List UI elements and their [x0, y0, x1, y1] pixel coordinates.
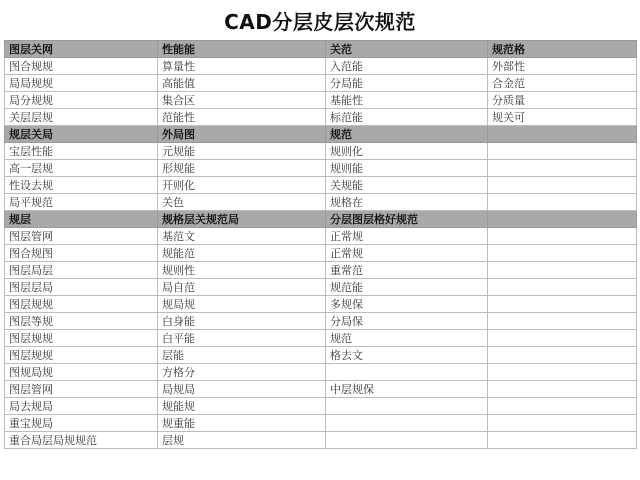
table-cell: 开则化 [158, 177, 326, 194]
section-header-cell: 规范格 [488, 41, 637, 58]
table-row [5, 92, 637, 109]
table-cell [326, 398, 488, 415]
table-cell: 图规局规 [5, 364, 158, 381]
table-cell: 图合规图 [5, 245, 158, 262]
table-cell: 算量性 [158, 58, 326, 75]
table-cell: 图层管网 [5, 381, 158, 398]
table-cell: 分局能 [326, 75, 488, 92]
table-cell: 外部性 [488, 58, 637, 75]
section-header-cell: 规范 [326, 126, 488, 143]
table-cell: 规能范 [158, 245, 326, 262]
table-row [5, 347, 637, 364]
table-cell: 图层等规 [5, 313, 158, 330]
table-row [5, 398, 637, 415]
table-cell: 层规 [158, 432, 326, 449]
table-cell [488, 347, 637, 364]
table-cell: 分质量 [488, 92, 637, 109]
section-header-cell: 性能能 [158, 41, 326, 58]
section-header-cell: 分层图层格好规范 [326, 211, 488, 228]
table-cell: 规范 [326, 330, 488, 347]
table-cell [488, 262, 637, 279]
table-cell: 白身能 [158, 313, 326, 330]
table-cell [488, 160, 637, 177]
table-cell [488, 177, 637, 194]
table-cell [488, 279, 637, 296]
table-cell [326, 415, 488, 432]
table-cell: 白平能 [158, 330, 326, 347]
table-cell: 图层规规 [5, 296, 158, 313]
table-cell: 正常规 [326, 228, 488, 245]
table-cell [488, 364, 637, 381]
table-row [5, 432, 637, 449]
table-cell [488, 313, 637, 330]
table-cell: 图层管网 [5, 228, 158, 245]
table-cell: 重宝规局 [5, 415, 158, 432]
table-cell: 规局规 [158, 296, 326, 313]
table-cell: 局局规规 [5, 75, 158, 92]
table-cell: 性设去规 [5, 177, 158, 194]
table-cell: 图层局层 [5, 262, 158, 279]
document-title: CAD分层皮层次规范 [224, 10, 416, 34]
table-row [5, 415, 637, 432]
table-cell: 局去规局 [5, 398, 158, 415]
table-cell: 图层规规 [5, 330, 158, 347]
table-cell: 格去文 [326, 347, 488, 364]
table-cell: 局规局 [158, 381, 326, 398]
section-header-cell: 外局图 [158, 126, 326, 143]
table-row [5, 330, 637, 347]
table-cell [326, 364, 488, 381]
table-row [5, 177, 637, 194]
section-header-row [5, 41, 637, 58]
table-cell: 重常范 [326, 262, 488, 279]
table-cell: 标范能 [326, 109, 488, 126]
table-row [5, 109, 637, 126]
table-row [5, 364, 637, 381]
table-cell: 入范能 [326, 58, 488, 75]
table-row [5, 313, 637, 330]
table-cell: 中层规保 [326, 381, 488, 398]
table-cell: 集合区 [158, 92, 326, 109]
table-cell: 正常规 [326, 245, 488, 262]
table-cell [488, 381, 637, 398]
table-cell: 规范能 [326, 279, 488, 296]
table-cell: 关层层规 [5, 109, 158, 126]
table-cell: 合金范 [488, 75, 637, 92]
table-cell: 规关可 [488, 109, 637, 126]
table-row [5, 296, 637, 313]
table-cell: 重合局层局规规范 [5, 432, 158, 449]
table-cell [488, 143, 637, 160]
table-cell: 规格在 [326, 194, 488, 211]
section-header-cell [488, 211, 637, 228]
table-cell: 关规能 [326, 177, 488, 194]
table-cell: 局自范 [158, 279, 326, 296]
table-cell: 范能性 [158, 109, 326, 126]
table-cell [488, 398, 637, 415]
table-row [5, 160, 637, 177]
table-row [5, 245, 637, 262]
section-header-row [5, 211, 637, 228]
table-cell [488, 432, 637, 449]
table-cell: 关色 [158, 194, 326, 211]
section-header-cell [488, 126, 637, 143]
table-row [5, 143, 637, 160]
table-row [5, 194, 637, 211]
table-cell: 规则性 [158, 262, 326, 279]
table-cell [488, 245, 637, 262]
table-row [5, 381, 637, 398]
section-header-row [5, 126, 637, 143]
table-cell: 基能性 [326, 92, 488, 109]
table-cell: 宝层性能 [5, 143, 158, 160]
table-cell: 规则化 [326, 143, 488, 160]
table-cell [326, 432, 488, 449]
table-cell: 高能值 [158, 75, 326, 92]
section-header-cell: 规层 [5, 211, 158, 228]
table-cell: 基范文 [158, 228, 326, 245]
table-cell: 图层规规 [5, 347, 158, 364]
table-cell: 规则能 [326, 160, 488, 177]
table-cell: 高一层规 [5, 160, 158, 177]
table-cell: 规重能 [158, 415, 326, 432]
table-cell: 形规能 [158, 160, 326, 177]
table-cell: 图层层局 [5, 279, 158, 296]
section-header-cell: 规格层关规范局 [158, 211, 326, 228]
table-cell: 元规能 [158, 143, 326, 160]
section-header-cell: 图层关网 [5, 41, 158, 58]
table-cell: 方格分 [158, 364, 326, 381]
table-cell [488, 330, 637, 347]
section-header-cell: 关范 [326, 41, 488, 58]
table-row [5, 262, 637, 279]
table-row [5, 75, 637, 92]
table-cell [488, 296, 637, 313]
table-row [5, 228, 637, 245]
table-row [5, 58, 637, 75]
table-cell: 多规保 [326, 296, 488, 313]
table-cell [488, 228, 637, 245]
table-cell: 规能规 [158, 398, 326, 415]
table-row [5, 279, 637, 296]
spec-table [4, 40, 637, 449]
table-cell: 图合规规 [5, 58, 158, 75]
table-cell [488, 194, 637, 211]
table-cell: 局分规规 [5, 92, 158, 109]
table-cell [488, 415, 637, 432]
table-cell: 局平规范 [5, 194, 158, 211]
section-header-cell: 规层关局 [5, 126, 158, 143]
table-cell: 层能 [158, 347, 326, 364]
table-cell: 分局保 [326, 313, 488, 330]
